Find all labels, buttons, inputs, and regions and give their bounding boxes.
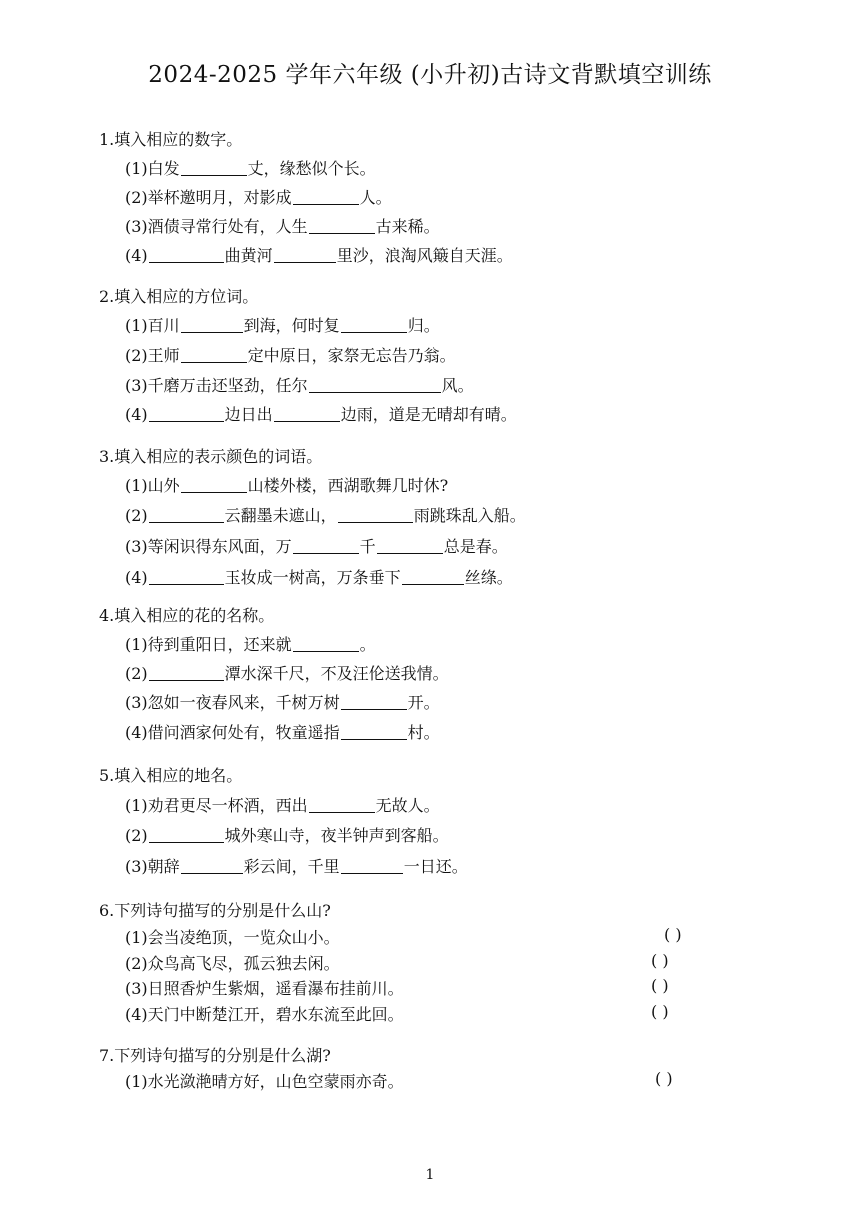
fill-blank[interactable] (149, 420, 224, 422)
text: 归。 (407, 316, 440, 335)
section-4-heading: 4.填入相应的花的名称。 (99, 606, 275, 625)
text: (1)水光潋滟晴方好，山色空蒙雨亦奇。 (125, 1072, 404, 1091)
fill-blank[interactable] (309, 811, 375, 813)
s5-item-3 (125, 854, 468, 877)
fill-blank[interactable] (149, 521, 224, 523)
text: 曲黄河 (224, 246, 273, 265)
answer-parentheses[interactable]: ( ) (651, 1002, 669, 1021)
fill-blank[interactable] (377, 552, 443, 554)
text: 山楼外楼，西湖歌舞几时休? (247, 476, 449, 495)
section-2-heading: 2.填入相应的方位词。 (99, 287, 259, 306)
text: (3)忽如一夜春风来，千树万树 (125, 693, 340, 712)
text: (1)山外 (125, 476, 180, 495)
section-5-heading: 5.填入相应的地名。 (99, 766, 243, 785)
s3-item-1 (125, 473, 448, 496)
s6-item-4 (125, 1002, 404, 1025)
fill-blank[interactable] (149, 841, 224, 843)
text: 人。 (359, 188, 392, 207)
fill-blank[interactable] (181, 361, 247, 363)
text: (3)等闲识得东风面，万 (125, 537, 292, 556)
text: 总是春。 (443, 537, 508, 556)
text: (3)日照香炉生紫烟，遥看瀑布挂前川。 (125, 979, 404, 998)
fill-blank[interactable] (309, 391, 441, 393)
fill-blank[interactable] (181, 872, 243, 874)
text: (2) (125, 826, 148, 845)
text: 边雨，道是无晴却有晴。 (340, 405, 517, 424)
s3-item-2 (125, 503, 526, 526)
fill-blank[interactable] (181, 174, 247, 176)
answer-parentheses[interactable]: ( ) (651, 976, 669, 995)
text: 无故人。 (375, 796, 440, 815)
text: 彩云间，千里 (243, 857, 340, 876)
text: 丝绦。 (464, 568, 513, 587)
text: (3)千磨万击还坚劲，任尔 (125, 376, 308, 395)
text: (3)朝辞 (125, 857, 180, 876)
text: (1)百川 (125, 316, 180, 335)
fill-blank[interactable] (309, 232, 375, 234)
section-6-heading: 6.下列诗句描写的分别是什么山? (99, 901, 331, 920)
s4-item-3 (125, 690, 440, 713)
answer-parentheses[interactable]: ( ) (664, 925, 682, 944)
s1-item-3 (125, 214, 440, 237)
text: (4) (125, 405, 148, 424)
s2-item-1 (125, 313, 440, 336)
answer-parentheses[interactable]: ( ) (651, 951, 669, 970)
fill-blank[interactable] (293, 203, 359, 205)
s6-item-1 (125, 925, 340, 948)
text: (3)酒债寻常行处有，人生 (125, 217, 308, 236)
fill-blank[interactable] (293, 650, 359, 652)
page-number: 1 (425, 1167, 435, 1183)
answer-parentheses[interactable]: ( ) (655, 1069, 673, 1088)
fill-blank[interactable] (341, 738, 407, 740)
text: (1)白发 (125, 159, 180, 178)
s4-item-2 (125, 661, 449, 684)
text: 风。 (441, 376, 474, 395)
text: (2)众鸟高飞尽，孤云独去闲。 (125, 954, 340, 973)
section-7-heading: 7.下列诗句描写的分别是什么湖? (99, 1046, 331, 1065)
page-title: 2024-2025 学年六年级 (小升初)古诗文背默填空训练 (148, 62, 712, 88)
fill-blank[interactable] (402, 583, 464, 585)
s2-item-2 (125, 343, 456, 366)
s1-item-2 (125, 185, 392, 208)
text: 边日出 (224, 405, 273, 424)
text: 玉妆成一树高，万条垂下 (224, 568, 401, 587)
text: 到海，何时复 (243, 316, 340, 335)
text: (4) (125, 246, 148, 265)
text: 云翻墨未遮山， (224, 506, 337, 525)
text: 。 (359, 635, 376, 654)
text: (4)借问酒家何处有，牧童遥指 (125, 723, 340, 742)
fill-blank[interactable] (149, 679, 224, 681)
text: 潭水深千尺，不及汪伦送我情。 (224, 664, 449, 683)
text: 城外寒山寺，夜半钟声到客船。 (224, 826, 449, 845)
fill-blank[interactable] (274, 420, 340, 422)
s2-item-4 (125, 402, 517, 425)
s1-item-4 (125, 243, 513, 266)
text: (2)王师 (125, 346, 180, 365)
text: 古来稀。 (375, 217, 440, 236)
text: 丈，缘愁似个长。 (247, 159, 376, 178)
s1-item-1 (125, 156, 376, 179)
s3-item-3 (125, 534, 508, 557)
fill-blank[interactable] (341, 872, 403, 874)
s6-item-3 (125, 976, 404, 999)
text: (1)待到重阳日，还来就 (125, 635, 292, 654)
text: (4)天门中断楚江开，碧水东流至此回。 (125, 1005, 404, 1024)
s4-item-1 (125, 632, 376, 655)
text: 雨跳珠乱入船。 (413, 506, 526, 525)
s5-item-2 (125, 823, 449, 846)
fill-blank[interactable] (149, 583, 224, 585)
text: (2) (125, 664, 148, 683)
text: (1)劝君更尽一杯酒，西出 (125, 796, 308, 815)
text: 村。 (407, 723, 440, 742)
s6-item-2 (125, 951, 340, 974)
text: (2)举杯邀明月，对影成 (125, 188, 292, 207)
text: 定中原日，家祭无忘告乃翁。 (247, 346, 456, 365)
text: (2) (125, 506, 148, 525)
fill-blank[interactable] (181, 331, 243, 333)
fill-blank[interactable] (341, 331, 407, 333)
text: 里沙，浪淘风簸自天涯。 (336, 246, 513, 265)
fill-blank[interactable] (181, 491, 247, 493)
text: 千 (359, 537, 376, 556)
text: 一日还。 (403, 857, 468, 876)
section-3-heading: 3.填入相应的表示颜色的词语。 (99, 447, 323, 466)
s2-item-3 (125, 373, 474, 396)
section-1-heading: 1.填入相应的数字。 (99, 130, 243, 149)
text: (4) (125, 568, 148, 587)
s5-item-1 (125, 793, 440, 816)
s3-item-4 (125, 565, 513, 588)
s7-item-1 (125, 1069, 404, 1092)
fill-blank[interactable] (338, 521, 413, 523)
text: (1)会当凌绝顶，一览众山小。 (125, 928, 340, 947)
s4-item-4 (125, 720, 440, 743)
fill-blank[interactable] (293, 552, 359, 554)
text: 开。 (407, 693, 440, 712)
fill-blank[interactable] (274, 261, 336, 263)
fill-blank[interactable] (149, 261, 224, 263)
fill-blank[interactable] (341, 708, 407, 710)
